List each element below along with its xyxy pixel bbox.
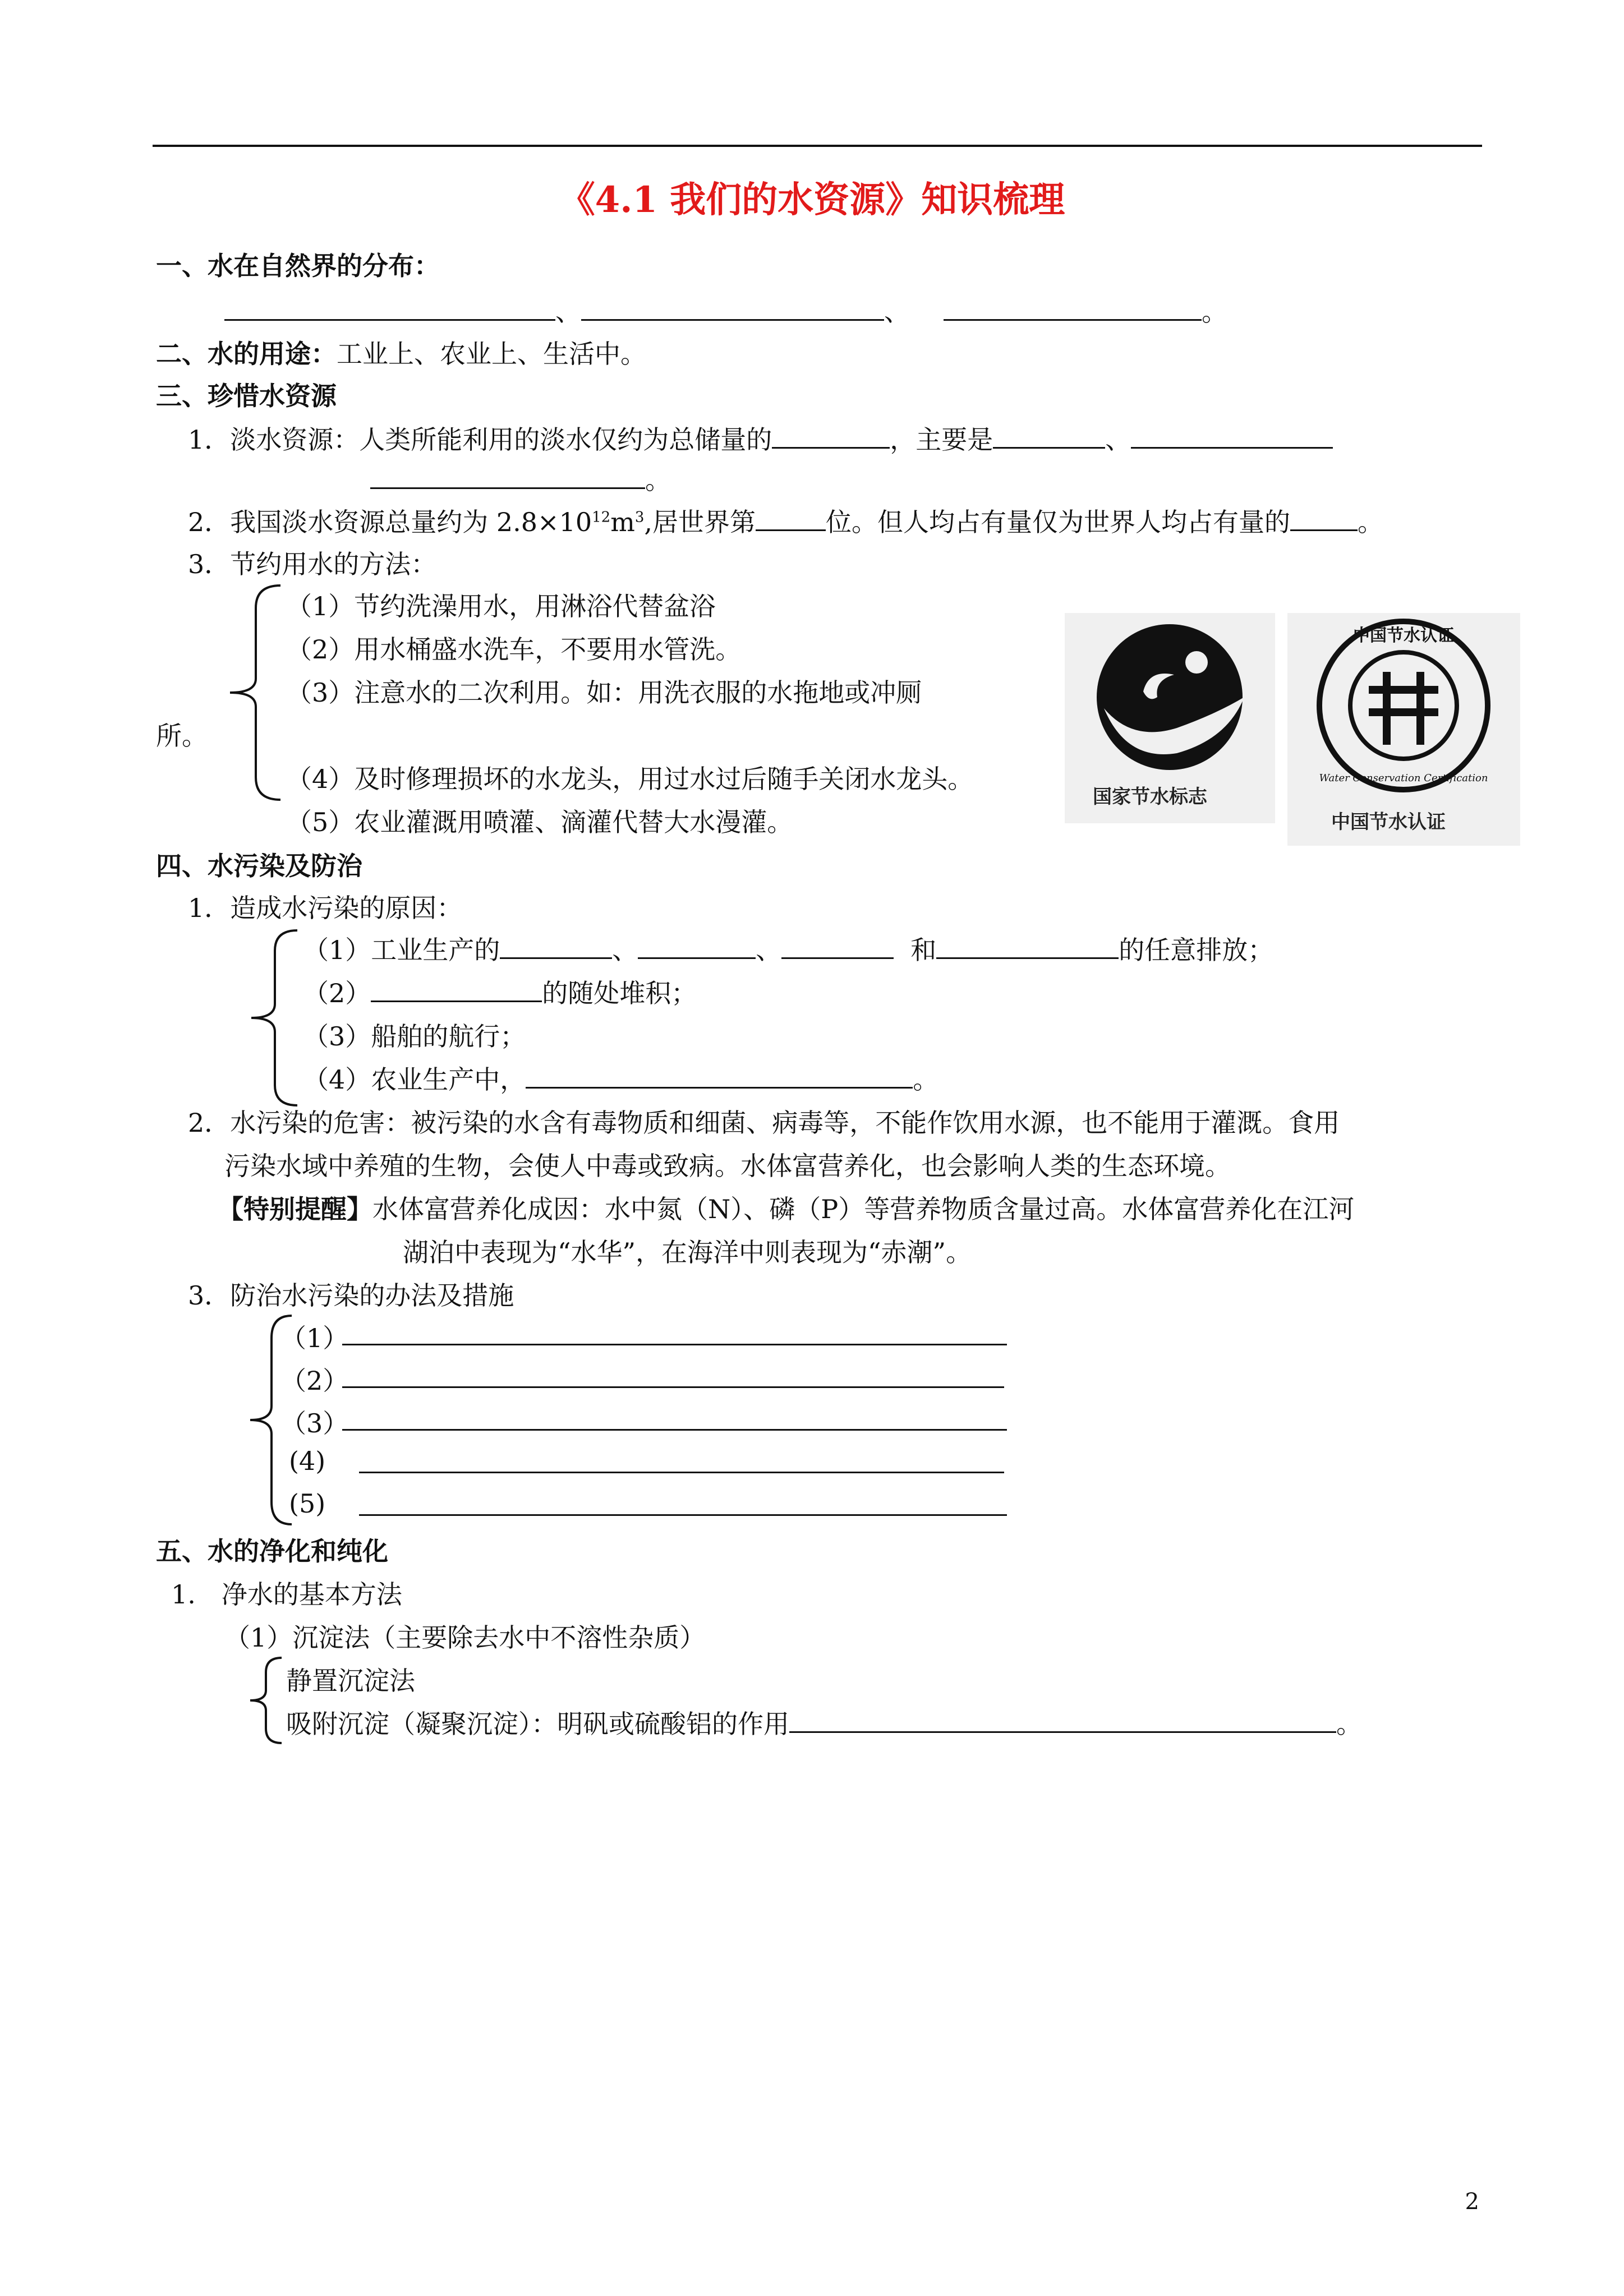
text: 位。但人均占有量仅为世界人均占有量的	[826, 507, 1291, 537]
tip-text: 水体富营养化成因：水中氮（N）、磷（P）等营养物质含量过高。水体富营养化在江河	[372, 1194, 1355, 1224]
text: 、	[612, 935, 638, 965]
seal-ring-bottom-text: Water Conservation Certification	[1319, 772, 1488, 784]
blank[interactable]	[371, 977, 542, 1002]
superscript: 12	[592, 509, 611, 526]
cause-4	[303, 1059, 938, 1096]
purify-item-1: 1. 净水的基本方法	[171, 1579, 402, 1610]
blank[interactable]	[500, 934, 612, 959]
certification-seal-icon	[1287, 613, 1520, 798]
freshwater-item-cont	[370, 460, 671, 497]
blank[interactable]	[936, 934, 1119, 959]
prevent-2-label: （2）	[280, 1366, 349, 1396]
section-3-heading: 三、珍惜水资源	[156, 381, 337, 411]
separator: 、	[884, 297, 910, 327]
prevent-5-label: (5)	[289, 1488, 326, 1519]
text: 2．我国淡水资源总量约为 2.8×10	[188, 507, 592, 537]
blank[interactable]	[789, 1708, 1336, 1733]
blank[interactable]	[993, 423, 1105, 449]
china-water-certification-logo	[1287, 613, 1520, 846]
text: 的随处堆积；	[542, 978, 697, 1008]
blank[interactable]	[781, 934, 894, 959]
method-3-cont: 所。	[156, 721, 208, 751]
special-tip	[218, 1189, 1354, 1226]
period: 。	[645, 465, 671, 495]
prevent-2-blank[interactable]	[342, 1386, 1004, 1388]
blank[interactable]	[772, 423, 890, 449]
page-number: 2	[1465, 2189, 1479, 2215]
prevent-5-blank[interactable]	[359, 1514, 1007, 1516]
water-drop-emblem-icon	[1065, 613, 1275, 781]
prevent-1-label: （1）	[280, 1323, 349, 1353]
blank[interactable]	[1290, 506, 1358, 531]
brace-sedimentation	[247, 1656, 286, 1745]
brace-causes	[247, 928, 303, 1108]
prevent-title: 3．防治水污染的办法及措施	[188, 1280, 514, 1311]
cause-title: 1．造成水污染的原因：	[188, 893, 463, 923]
period: 。	[1336, 1709, 1362, 1739]
national-logo-caption: 国家节水标志	[1093, 786, 1207, 808]
china-freshwater-item	[188, 502, 1383, 539]
cause-2	[303, 973, 697, 1010]
seal-ring-top-text: 中国节水认证	[1353, 626, 1454, 646]
text: 吸附沉淀（凝聚沉淀）：明矾或硫酸铝的作用	[286, 1709, 789, 1739]
sedimentation: （1）沉淀法（主要除去水中不溶性杂质）	[224, 1622, 706, 1653]
cert-logo-caption: 中国节水认证	[1331, 811, 1446, 833]
prevent-4-label: (4)	[289, 1446, 326, 1476]
text: 的任意排放；	[1119, 935, 1274, 965]
prevent-3-label: （3）	[280, 1408, 349, 1439]
text: ，主要是	[890, 425, 993, 455]
period: 。	[913, 1064, 939, 1095]
prevent-4-blank[interactable]	[359, 1472, 1004, 1473]
method-2: （2）用水桶盛水洗车，不要用水管洗。	[286, 634, 742, 665]
blank[interactable]	[581, 296, 884, 321]
harm-line-1: 2．水污染的危害：被污染的水含有毒物质和细菌、病毒等，不能作饮用水源，也不能用于灌溉。食用	[188, 1108, 1340, 1138]
section-2-line	[156, 334, 646, 371]
national-water-saving-logo	[1065, 613, 1275, 823]
section-5-heading: 五、水的净化和纯化	[156, 1536, 388, 1566]
blank[interactable]	[1131, 423, 1333, 449]
method-4: （4）及时修理损坏的水龙头，用过水过后随手关闭水龙头。	[286, 764, 974, 794]
section-4-heading: 四、水污染及防治	[156, 851, 362, 881]
section-2-text: 工业上、农业上、生活中。	[337, 339, 646, 369]
period: 。	[1358, 507, 1384, 537]
method-1: （1）节约洗澡用水，用淋浴代替盆浴	[286, 591, 716, 621]
cause-1	[303, 930, 1273, 967]
method-3: （3）注意水的二次利用。如：用洗衣服的水拖地或冲厕	[286, 677, 922, 708]
text: 、	[756, 935, 782, 965]
page-title: 《4.1 我们的水资源》知识梳理	[559, 179, 1065, 221]
special-tip-cont: 湖泊中表现为“水华”，在海洋中则表现为“赤潮”。	[403, 1237, 972, 1267]
period: 。	[1202, 297, 1227, 327]
section-2-heading: 二、水的用途：	[156, 339, 337, 369]
harm-line-2: 污染水域中养殖的生物，会使人中毒或致病。水体富营养化，也会影响人类的生态环境。	[224, 1151, 1231, 1181]
save-water-title: 3．节约用水的方法：	[188, 549, 437, 579]
header-rule	[153, 145, 1482, 147]
prevent-3-blank[interactable]	[342, 1429, 1007, 1431]
section-1-heading: 一、水在自然界的分布：	[156, 251, 440, 281]
text: ,居世界第	[644, 507, 756, 537]
text: （1）工业生产的	[303, 935, 500, 965]
prevent-1-blank[interactable]	[342, 1344, 1007, 1345]
blank[interactable]	[526, 1063, 913, 1089]
separator: 、	[555, 297, 581, 327]
text: 1．淡水资源：人类所能利用的淡水仅约为总储量的	[188, 425, 772, 455]
text: 和	[910, 935, 937, 965]
section-1-blanks	[224, 292, 1227, 329]
text: m	[610, 507, 635, 537]
blank[interactable]	[944, 296, 1202, 321]
text: 、	[1105, 425, 1131, 455]
freshwater-item	[188, 419, 1333, 457]
blank[interactable]	[638, 934, 756, 959]
adsorption-sedimentation	[286, 1704, 1362, 1741]
text: （2）	[303, 978, 371, 1008]
static-sedimentation: 静置沉淀法	[286, 1666, 415, 1696]
method-5: （5）农业灌溉用喷灌、滴灌代替大水漫灌。	[286, 807, 793, 837]
brace-save-water	[224, 583, 286, 802]
text: （4）农业生产中，	[303, 1064, 526, 1095]
superscript: 3	[634, 509, 645, 526]
blank[interactable]	[224, 296, 555, 321]
blank[interactable]	[370, 464, 645, 489]
cause-3: （3）船舶的航行；	[303, 1021, 526, 1052]
blank[interactable]	[756, 506, 826, 531]
tip-label: 【特别提醒】	[218, 1194, 372, 1224]
